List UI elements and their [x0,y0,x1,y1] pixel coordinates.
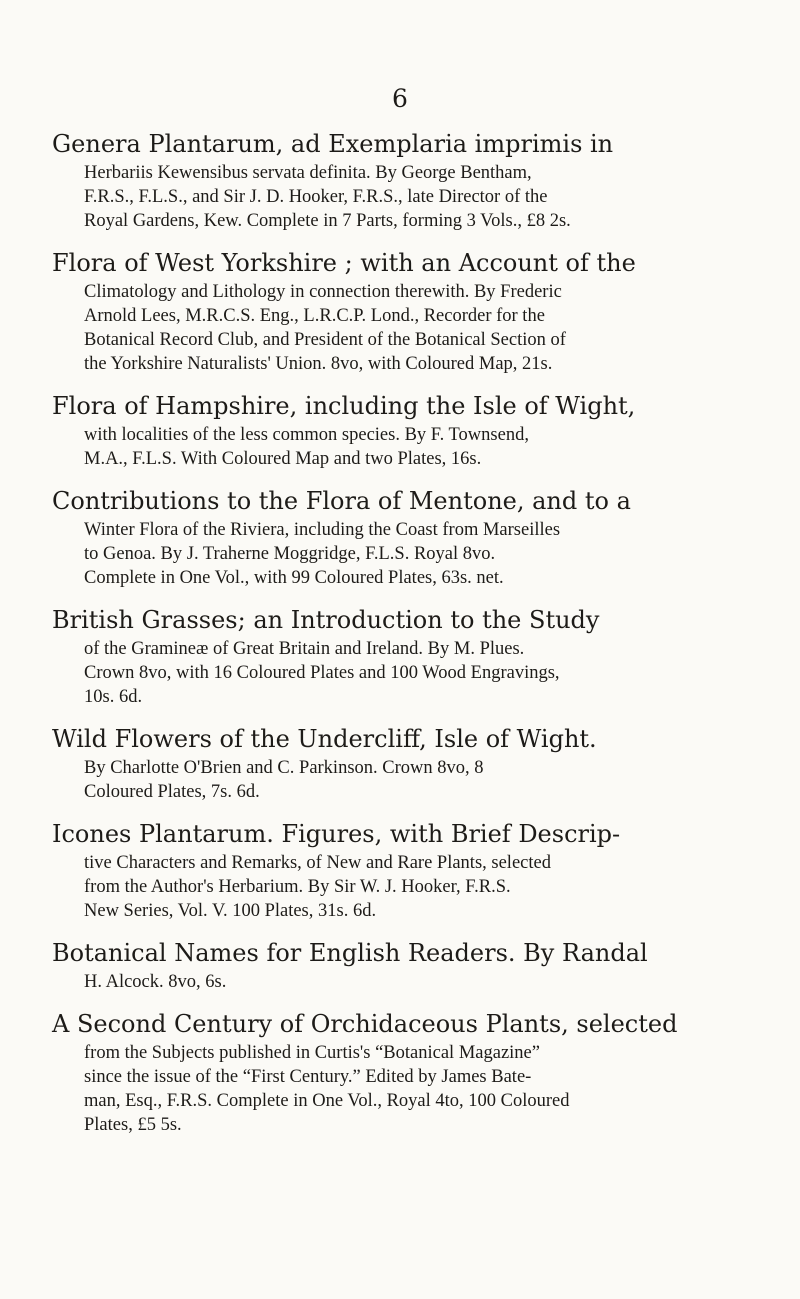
book-description [56,851,776,923]
book-entry [52,603,776,709]
book-description [56,756,776,804]
book-title: Wild Flowers of the Undercliff, Isle of Wight. [52,725,597,753]
book-entry [52,936,776,994]
book-entry [52,484,776,590]
description-line: Plates, £5 5s. [84,1115,182,1135]
description-line: By Charlotte O'Brien and C. Parkinson. Crown 8vo, 8 [84,758,484,778]
book-list [52,127,776,1150]
description-line: of the Gramineæ of Great Britain and Ireland. By M. Plues. [84,639,525,659]
book-title: Botanical Names for English Readers. By Randal [52,939,648,967]
description-line: Herbariis Kewensibus servata definita. By George Bentham, [84,163,532,183]
book-description [56,518,776,590]
book-title: Icones Plantarum. Figures, with Brief Descrip- [52,820,621,848]
description-line: since the issue of the “First Century.” Edited by James Bate- [84,1067,532,1087]
book-title: A Second Century of Orchidaceous Plants, selected [52,1010,678,1038]
book-entry [52,127,776,233]
description-line: man, Esq., F.R.S. Complete in One Vol., Royal 4to, 100 Coloured [84,1091,570,1111]
book-description [56,161,776,233]
book-description [56,1041,776,1137]
description-line: Winter Flora of the Riviera, including the Coast from Marseilles [84,520,561,540]
description-line: M.A., F.L.S. With Coloured Map and two Plates, 16s. [84,449,482,469]
description-line: Coloured Plates, 7s. 6d. [84,782,260,802]
book-entry [52,817,776,923]
description-line: New Series, Vol. V. 100 Plates, 31s. 6d. [84,901,377,921]
book-entry [52,246,776,376]
book-title: British Grasses; an Introduction to the Study [52,606,600,634]
book-entry [52,1007,776,1137]
description-line: tive Characters and Remarks, of New and Rare Plants, selected [84,853,551,873]
book-title: Contributions to the Flora of Mentone, and to a [52,487,631,515]
book-title: Genera Plantarum, ad Exemplaria imprimis in [52,130,614,158]
description-line: Botanical Record Club, and President of the Botanical Section of [84,330,566,350]
book-title: Flora of West Yorkshire ; with an Account of the [52,249,636,277]
book-description [56,280,776,376]
description-line: Climatology and Lithology in connection therewith. By Frederic [84,282,562,302]
book-title: Flora of Hampshire, including the Isle of Wight, [52,392,636,420]
description-line: with localities of the less common species. By F. Townsend, [84,425,529,445]
description-line: 10s. 6d. [84,687,143,707]
book-description [56,970,776,994]
description-line: from the Subjects published in Curtis's “Botanical Magazine” [84,1043,540,1063]
page-number: 6 [392,84,408,113]
book-entry [52,722,776,804]
description-line: H. Alcock. 8vo, 6s. [84,972,227,992]
description-line: Royal Gardens, Kew. Complete in 7 Parts, forming 3 Vols., £8 2s. [84,211,571,231]
description-line: to Genoa. By J. Traherne Moggridge, F.L.S. Royal 8vo. [84,544,496,564]
book-entry [52,389,776,471]
description-line: from the Author's Herbarium. By Sir W. J. Hooker, F.R.S. [84,877,511,897]
book-description [56,423,776,471]
description-line: Crown 8vo, with 16 Coloured Plates and 100 Wood Engravings, [84,663,560,683]
book-description [56,637,776,709]
description-line: F.R.S., F.L.S., and Sir J. D. Hooker, F.R.S., late Director of the [84,187,548,207]
description-line: the Yorkshire Naturalists' Union. 8vo, with Coloured Map, 21s. [84,354,553,374]
description-line: Complete in One Vol., with 99 Coloured Plates, 63s. net. [84,568,504,588]
description-line: Arnold Lees, M.R.C.S. Eng., L.R.C.P. Lond., Recorder for the [84,306,545,326]
